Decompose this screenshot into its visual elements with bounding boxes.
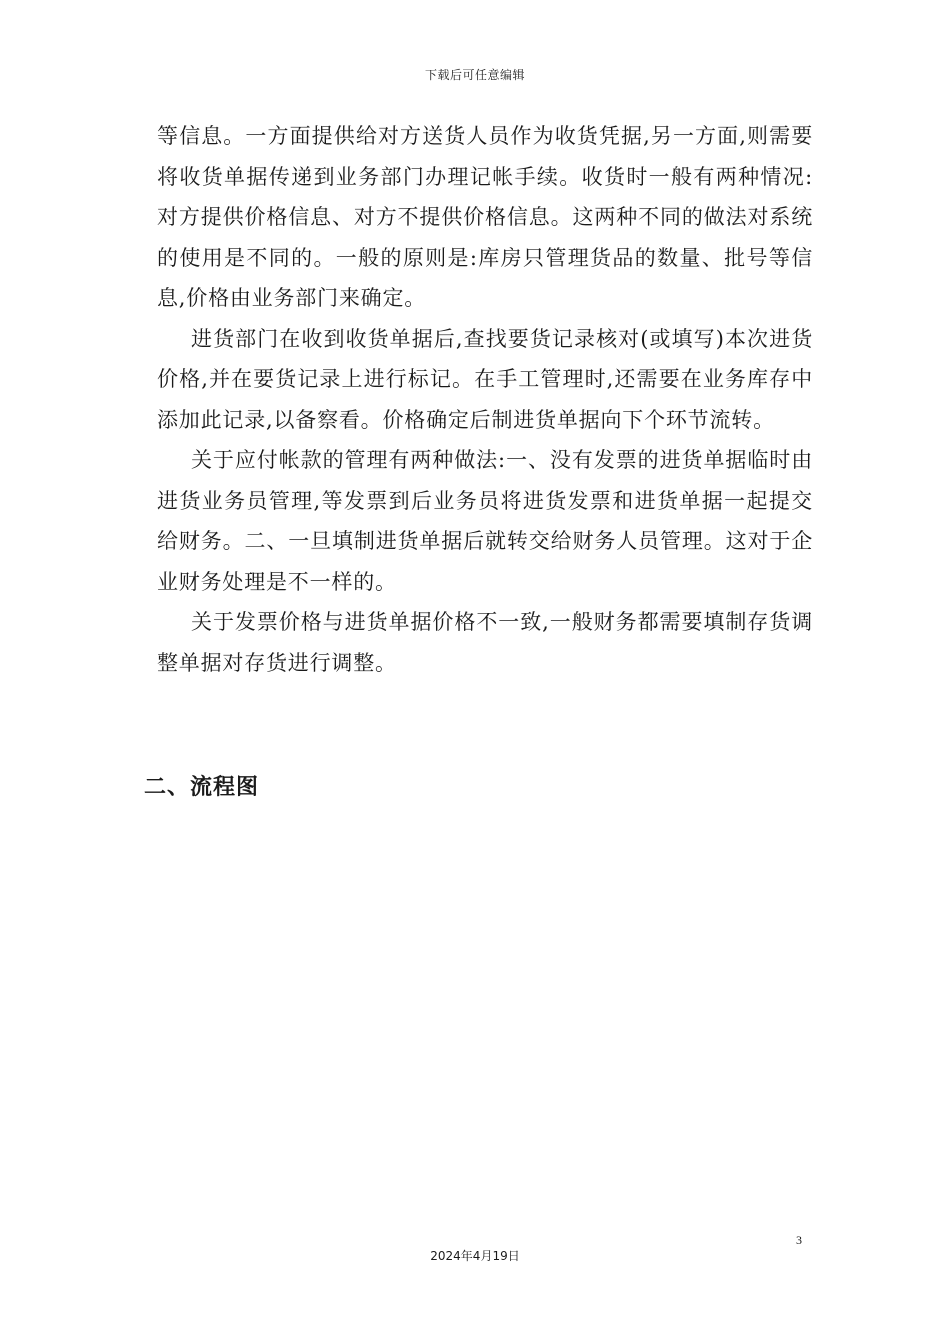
paragraph-invoice-price-adjustment: 关于发票价格与进货单据价格不一致,一般财务都需要填制存货调整单据对存货进行调整。	[157, 610, 813, 675]
page-number: 3	[796, 1233, 802, 1247]
paragraph-accounts-payable: 关于应付帐款的管理有两种做法:一、没有发票的进货单据临时由进货业务员管理,等发票到后业务员将进货发票和进货单据一起提交给财务。二、一旦填制进货单据后就转交给财务人员管理。这对于企业财务处理是不一样的。	[157, 448, 813, 594]
header-note: 下载后可任意编辑	[424, 68, 525, 82]
paragraph-continuation: 等信息。一方面提供给对方送货人员作为收货凭据,另一方面,则需要将收货单据传递到业务部门办理记帐手续。收货时一般有两种情况:对方提供价格信息、对方不提供价格信息。这两种不同的做法对系统的使用是不同的。一般的原则是:库房只管理货品的数量、批号等信息,价格由业务部门来确定。	[157, 124, 813, 310]
paragraph-purchase-pricing: 进货部门在收到收货单据后,查找要货记录核对(或填写)本次进货价格,并在要货记录上进行标记。在手工管理时,还需要在业务库存中添加此记录,以备察看。价格确定后制进货单据向下个环节流转。	[157, 326, 813, 432]
body-text	[157, 116, 813, 683]
section-heading-flowchart: 二、流程图	[144, 775, 260, 800]
footer-date: 2024年4月19日	[430, 1249, 520, 1263]
